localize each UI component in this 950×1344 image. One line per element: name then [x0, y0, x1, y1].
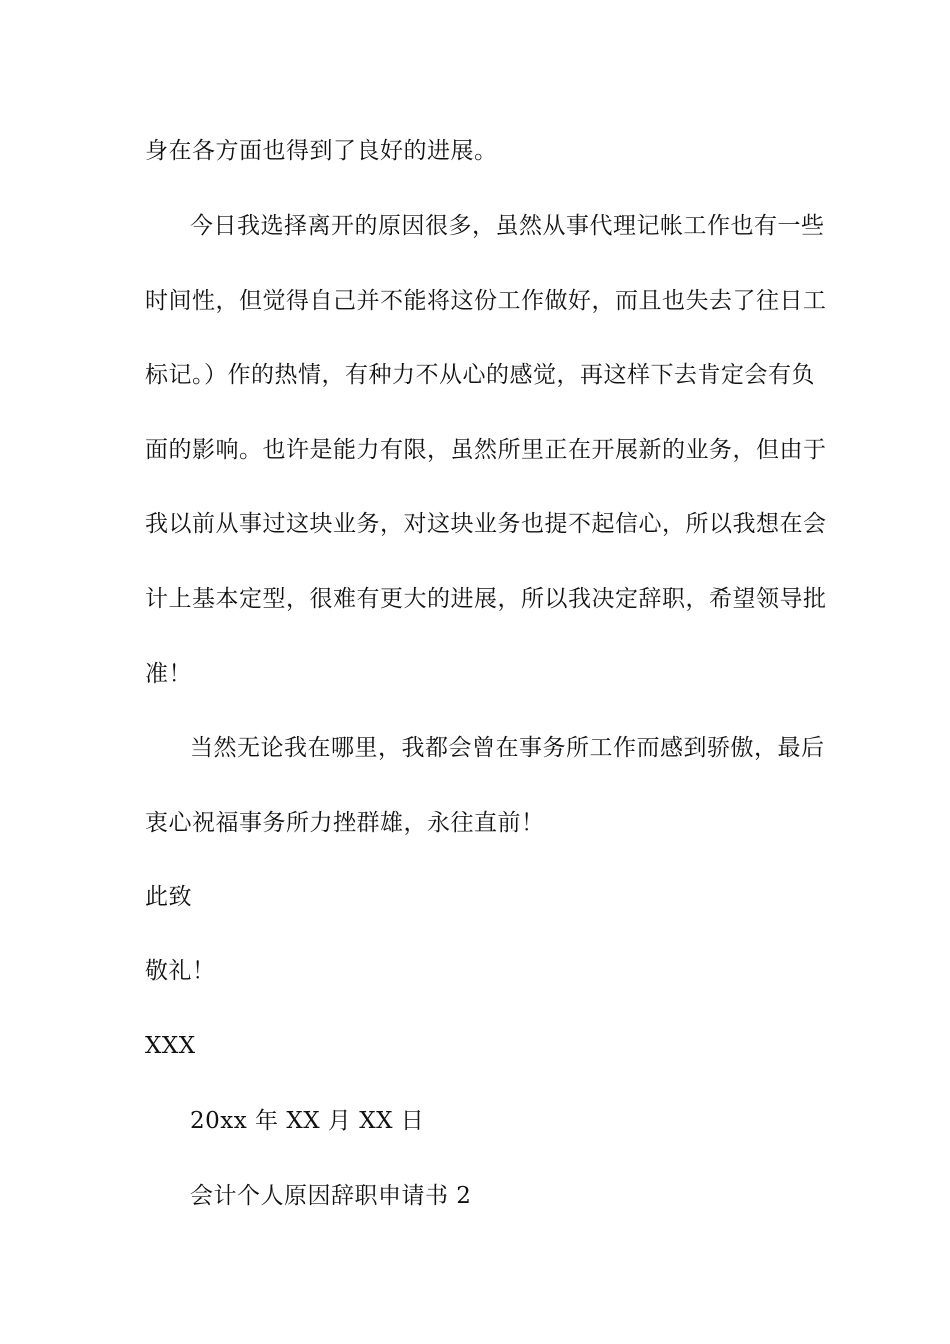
paragraph-line: 身在各方面也得到了良好的进展。	[145, 138, 498, 164]
paragraph-line: 今日我选择离开的原因很多，虽然从事代理记帐工作也有一些	[190, 213, 825, 239]
closing-regards: 敬礼！	[145, 958, 216, 984]
paragraph-line: 计上基本定型，很难有更大的进展，所以我决定辞职，希望领导批	[145, 586, 827, 612]
signature-name: XXX	[145, 1033, 196, 1059]
paragraph-line: 面的影响。也许是能力有限，虽然所里正在开展新的业务，但由于	[145, 437, 827, 463]
paragraph-line: 时间性，但觉得自己并不能将这份工作做好，而且也失去了往日工	[145, 288, 827, 314]
paragraph-line: 当然无论我在哪里，我都会曾在事务所工作而感到骄傲，最后	[190, 735, 825, 761]
signature-date: 20xx 年 XX 月 XX 日	[190, 1108, 425, 1134]
section-heading: 会计个人原因辞职申请书 2	[190, 1183, 472, 1209]
paragraph-line: 我以前从事过这块业务，对这块业务也提不起信心，所以我想在会	[145, 511, 827, 537]
paragraph-line: 标记。）作的热情，有种力不从心的感觉，再这样下去肯定会有负	[145, 362, 815, 388]
closing-salutation: 此致	[145, 884, 192, 910]
paragraph-line: 衷心祝福事务所力挫群雄，永往直前！	[145, 810, 545, 836]
paragraph-line: 准！	[145, 661, 192, 687]
